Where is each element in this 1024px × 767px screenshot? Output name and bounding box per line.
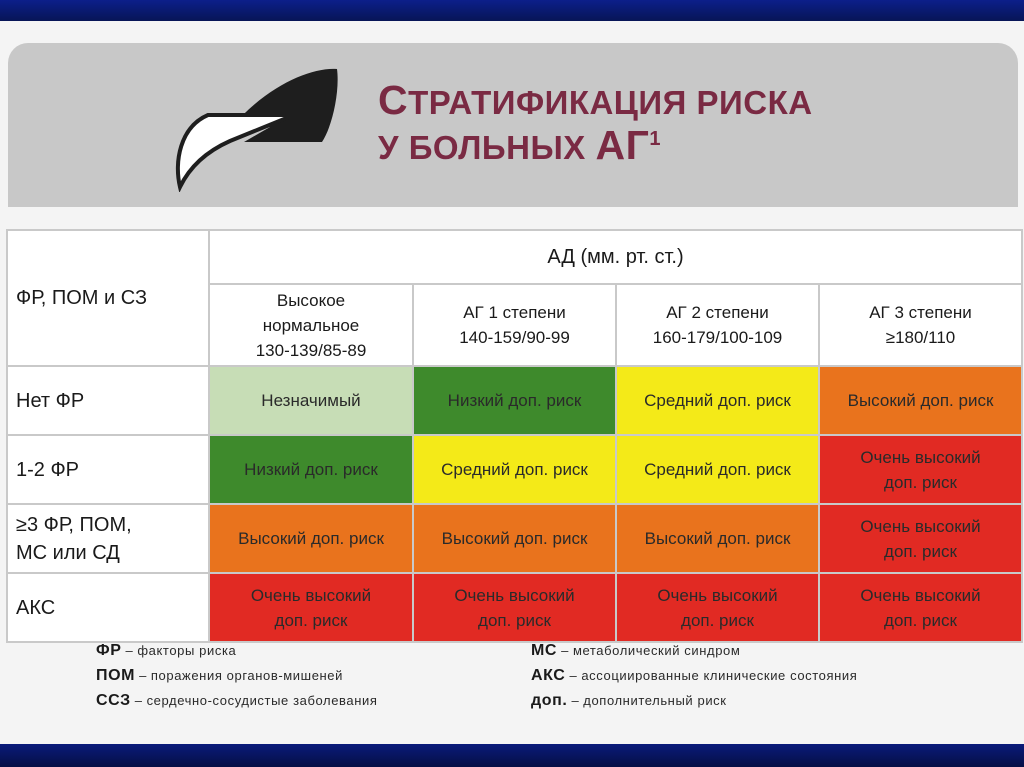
risk-cell-very-high [819, 504, 1022, 573]
risk-cell-medium [616, 366, 819, 435]
title-footnote-mark: 1 [649, 128, 661, 150]
risk-cell-text: Очень высокий [454, 585, 575, 605]
top-frame-bar [0, 0, 1024, 21]
logo-icon [172, 67, 342, 192]
risk-cell-text: Средний доп. риск [644, 391, 791, 410]
column-header-line: АГ 1 степени [463, 303, 566, 322]
risk-cell-text: Очень высокий [657, 585, 778, 605]
risk-cell-insignificant [209, 366, 413, 435]
legend-text: ассоциированные клинические состояния [581, 668, 858, 683]
risk-cell-very-high [819, 573, 1022, 642]
bottom-frame-bar [0, 744, 1024, 767]
column-header-high-normal [209, 284, 413, 366]
column-header-line: нормальное [262, 315, 360, 335]
column-header-line: АГ 2 степени [666, 303, 769, 322]
risk-cell-very-high [413, 573, 616, 642]
risk-cell-text: доп. риск [478, 610, 551, 630]
risk-cell-text: Высокий доп. риск [644, 529, 791, 548]
table-row-aks [7, 573, 1022, 642]
risk-cell-medium [616, 435, 819, 504]
risk-cell-high [413, 504, 616, 573]
row-header-line: МС или СД [16, 541, 120, 564]
risk-cell-text: доп. риск [274, 610, 348, 630]
risk-cell-text: доп. риск [884, 610, 957, 630]
risk-cell-text: Очень высокий [860, 585, 981, 605]
risk-cell-text: Высокий доп. риск [441, 529, 588, 548]
risk-cell-text: доп. риск [884, 472, 957, 492]
slide-sheet [0, 21, 1024, 744]
bp-header: АД (мм. рт. ст.) [209, 230, 1022, 284]
title-ag: АГ [595, 122, 650, 168]
row-header-line: АКС [16, 596, 56, 619]
column-header-range: 130-139/85-89 [255, 340, 367, 360]
risk-cell-text: Высокий доп. риск [847, 391, 994, 410]
title-initial: С [378, 77, 409, 123]
legend-item [531, 688, 857, 713]
risk-cell-high [209, 504, 413, 573]
row-header [7, 573, 209, 642]
row-header-line: Нет ФР [16, 389, 85, 412]
legend-dash: – [569, 668, 578, 683]
row-header-line: 1-2 ФР [16, 458, 80, 481]
risk-cell-text: Низкий доп. риск [447, 391, 582, 410]
risk-cell-text: Низкий доп. риск [244, 460, 378, 479]
risk-cell-text: Незначимый [261, 391, 361, 410]
legend-abbr: АКС [531, 667, 566, 684]
legend-item [96, 638, 378, 663]
risk-cell-text: Очень высокий [860, 447, 981, 467]
legend-dash: – [125, 643, 134, 658]
title-line-1 [378, 79, 813, 124]
risk-cell-text: Средний доп. риск [441, 460, 588, 479]
column-header-range: ≥180/110 [885, 328, 956, 347]
legend-dash: – [561, 643, 569, 658]
column-header-range: 160-179/100-109 [652, 328, 783, 347]
title-line-2-text: У БОЛЬНЫХ [378, 129, 596, 166]
legend-left [96, 638, 378, 713]
risk-cell-medium [413, 435, 616, 504]
legend-text: поражения органов-мишеней [150, 668, 343, 683]
risk-cell-very-high [819, 435, 1022, 504]
risk-cell-very-high [616, 573, 819, 642]
table-row-no-rf [7, 366, 1022, 435]
risk-cell-high [819, 366, 1022, 435]
risk-cell-text: Очень высокий [860, 516, 981, 536]
title-line-2 [378, 124, 813, 169]
legend-item [96, 688, 378, 713]
legend-abbr: МС [531, 642, 558, 659]
legend-item [531, 638, 857, 663]
legend-dash: – [134, 693, 143, 708]
risk-cell-text: доп. риск [884, 541, 957, 561]
legend-item [531, 663, 857, 688]
row-header [7, 366, 209, 435]
legend-abbr: ФР [96, 642, 122, 659]
table-row-1-2-rf [7, 435, 1022, 504]
legend-text: метаболический синдром [572, 643, 741, 658]
legend-dash: – [571, 693, 580, 708]
table-row-3-rf [7, 504, 1022, 573]
legend-abbr: ССЗ [96, 692, 131, 709]
legend-item [96, 663, 378, 688]
risk-table [6, 229, 1023, 643]
risk-cell-text: Очень высокий [250, 585, 372, 605]
risk-cell-text: Средний доп. риск [644, 460, 791, 479]
legend-dash: – [139, 668, 147, 683]
risk-cell-low [413, 366, 616, 435]
legend-right [531, 638, 857, 713]
column-header-line: АГ 3 степени [869, 303, 972, 322]
title-line-1-text: ТРАТИФИКАЦИЯ РИСКА [408, 84, 813, 121]
column-header-line: Высокое [276, 290, 346, 310]
risk-cell-text: доп. риск [681, 610, 754, 630]
column-header-ag2 [616, 284, 819, 366]
risk-cell-high [616, 504, 819, 573]
legend-text: сердечно-сосудистые заболевания [146, 693, 378, 708]
risk-cell-low [209, 435, 413, 504]
slide-title [378, 79, 813, 169]
risk-cell-very-high [209, 573, 413, 642]
legend-abbr: ПОМ [96, 667, 136, 684]
legend-text: дополнительный риск [583, 693, 727, 708]
row-header [7, 435, 209, 504]
row-header [7, 504, 209, 573]
column-header-ag1 [413, 284, 616, 366]
legend-abbr: доп. [531, 692, 568, 709]
risk-cell-text: Высокий доп. риск [238, 529, 384, 548]
row-header-line: ≥3 ФР, ПОМ, [16, 513, 132, 536]
table-corner-header: ФР, ПОМ и СЗ [7, 230, 209, 366]
column-header-range: 140-159/90-99 [459, 328, 570, 347]
legend-text: факторы риска [137, 643, 237, 658]
column-header-ag3 [819, 284, 1022, 366]
